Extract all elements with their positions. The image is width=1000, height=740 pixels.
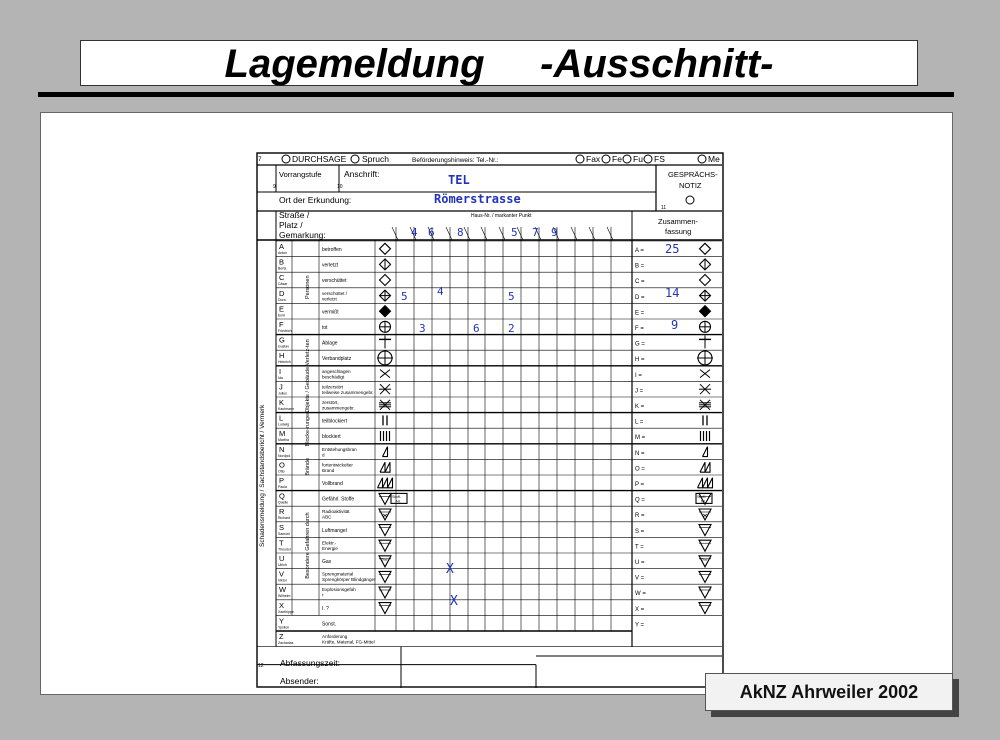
summary-symbol-bars4-icon	[701, 431, 710, 441]
row-desc-r: Radioaktivität	[322, 509, 350, 515]
page-title: Lagemeldung -Ausschnitt-	[224, 42, 774, 86]
footer-credit: AkNZ Ahrweiler 2002	[705, 673, 953, 711]
me-radio-icon[interactable]	[698, 155, 706, 163]
form-symbol-tri-icon-shape	[379, 540, 391, 551]
me-label: Me	[708, 154, 720, 164]
row-letter-s: S	[279, 522, 285, 532]
summary-letter-19: T =	[635, 544, 644, 551]
summary-letter-15: P =	[635, 482, 645, 488]
row-desc-z-2: Kräfte, Material, FG-Mittel	[322, 639, 375, 645]
ort-der-erkundung-label: Ort der Erkundung:	[279, 195, 352, 205]
row-letter-a: A	[279, 242, 285, 251]
form-symbol-tri-icon	[379, 603, 391, 614]
summary-symbol-tri-icon	[699, 540, 711, 551]
summary-symbol-tricross-icon	[699, 509, 711, 520]
hausnr-slash	[589, 227, 595, 240]
summary-symbol-circlecross-icon	[700, 321, 711, 332]
row-letter-q: Q	[279, 491, 285, 501]
summary-value-f: 9	[671, 318, 679, 332]
summary-symbol-tri-icon	[699, 571, 711, 582]
row-desc-d: verschüttet /	[322, 290, 348, 296]
annotation-street: Römerstrasse	[434, 192, 521, 206]
summary-letter-16: Q =	[635, 497, 645, 504]
form-symbol-tri-icon-shape	[379, 525, 391, 536]
title-underline	[38, 92, 954, 97]
row-name-j: Julius	[278, 391, 287, 396]
annotation-row-w-mark: X	[450, 594, 458, 609]
summary-symbol-bigcirclecross-icon	[697, 350, 713, 366]
summary-symbol-diamond-icon	[700, 243, 711, 254]
row-name-a: Anton	[278, 251, 288, 255]
row-desc-b: verletzt	[322, 262, 339, 269]
field-number-12: 12	[258, 663, 264, 669]
annotation-house-number: 7	[532, 226, 539, 239]
group-label-4: Brände	[305, 457, 311, 476]
summary-letter-1: B =	[635, 263, 645, 270]
group-label-0: Personen	[305, 275, 311, 299]
form-symbol-fire3-icon	[378, 478, 393, 488]
fu-label: Fu	[633, 154, 643, 164]
row-desc-v: Sprengmaterial	[322, 571, 354, 577]
row-letter-x: X	[279, 600, 285, 610]
row-letter-l: L	[279, 413, 284, 423]
row-desc-t: Elektr.-	[322, 540, 337, 546]
annotation-house-number: 4	[411, 226, 418, 239]
annotation-house-number: 9	[551, 226, 558, 239]
abfassungszeit-label: Abfassungszeit:	[280, 658, 341, 668]
form-svg	[256, 152, 726, 690]
annotation-row-d-value: 5	[401, 289, 408, 303]
form-symbol-tri-icon	[379, 540, 391, 551]
vorrangstufe-label: Vorrangstufe	[279, 170, 322, 179]
summary-symbol-tri-icon-shape	[699, 525, 711, 536]
summary-symbol-tri-icon-shape	[699, 603, 711, 614]
form-symbol-trigas-icon	[379, 556, 391, 567]
row-name-n: Nordpol	[278, 453, 291, 458]
summary-symbol-xbar2-icon	[699, 400, 711, 410]
row-letter-t: T	[279, 538, 284, 548]
strasse-label: Straße /	[279, 210, 310, 220]
form-symbol-diamond-icon	[380, 275, 391, 286]
row-letter-y: Y	[279, 616, 285, 626]
spruch-radio-icon[interactable]	[351, 155, 359, 163]
row-name-s: Samuel	[278, 531, 290, 536]
summary-symbol-tricross-icon-shape	[699, 509, 711, 520]
summary-letter-18: S =	[635, 528, 645, 535]
annotation-row-f-value: 3	[419, 322, 426, 335]
row-desc-q: Gefährl. Stoffe	[322, 496, 355, 503]
annotation-row-f-value: 2	[508, 322, 515, 335]
row-desc-w: Explosionsgefah	[322, 587, 356, 593]
summary-symbol-diamondcross-icon	[700, 290, 711, 301]
summary-symbol-tri-icon	[699, 603, 711, 614]
row-desc-h: Verbandplatz	[322, 356, 352, 363]
hausnr-label: Haus-Nr. / markanter Punkt	[471, 213, 532, 219]
summary-symbol-fire1-icon-shape	[703, 447, 708, 457]
annotation-house-number: 5	[511, 226, 518, 239]
row-letter-b: B	[279, 257, 285, 267]
row-name-l: Ludwig	[278, 422, 290, 427]
absender-label: Absender:	[280, 676, 319, 686]
hausnr-slash	[392, 227, 398, 240]
row-desc-k: zerstört,	[322, 400, 339, 405]
form-symbol-tri-icon	[379, 571, 391, 582]
platz-label: Platz /	[279, 220, 303, 230]
fe-label: Fe	[612, 154, 622, 164]
summary-letter-23: X =	[635, 606, 645, 613]
fs-radio-icon[interactable]	[644, 155, 652, 163]
form-symbol-xbar2-icon	[379, 400, 391, 410]
row-letter-k: K	[279, 398, 285, 407]
form-symbol-tri-icon-shape	[379, 587, 391, 598]
summary-symbol-tri-icon	[699, 587, 711, 598]
form-symbol-tricross-icon-shape	[379, 509, 391, 520]
row-name-v: Viktor	[278, 578, 287, 583]
annotation-row-u-mark: X	[446, 562, 454, 577]
side-vertical-label: Schadensmeldung / Sachstandsbericht / Vermerk	[259, 404, 266, 547]
summary-letter-10: K =	[635, 404, 645, 410]
form-symbol-diamondfill-icon-shape	[380, 306, 391, 317]
summary-letter-14: O =	[635, 466, 645, 473]
row-desc-n: Entstehungsbran	[322, 446, 357, 452]
fax-label: Fax	[586, 154, 601, 164]
row-letter-z: Z	[279, 632, 284, 641]
form-symbol-fire3-icon-shape	[378, 478, 393, 488]
summary-symbol-fire1-icon	[703, 447, 708, 457]
row-name-u: Ulrich	[278, 563, 287, 567]
form-symbol-fire2-icon-shape	[380, 462, 390, 472]
row-desc-o: fortentwickelter	[322, 462, 353, 468]
notiz-label: NOTIZ	[679, 181, 702, 190]
row-name-d: Dora	[278, 297, 286, 302]
field-number-10: 10	[337, 184, 343, 190]
form-symbol-trigas-icon-gas-label: Gas	[381, 557, 388, 562]
annotation-row-f-value: 6	[473, 322, 480, 335]
form-symbol-tri-icon-shape	[379, 493, 391, 504]
row-letter-d: D	[279, 288, 285, 298]
row-name-o: Otto	[278, 469, 285, 474]
durchsage-radio-icon[interactable]	[282, 155, 290, 163]
befoerderungshinweis-label: Beförderungshinweis: Tel.-Nr.:	[412, 157, 499, 164]
row-name-p: Paula	[278, 485, 287, 489]
lagemeldung-form	[256, 152, 726, 690]
row-desc-i: angeschlagen	[322, 368, 351, 374]
form-symbol-diamond-icon-shape	[380, 275, 391, 286]
row-desc-u: Gas	[322, 559, 332, 565]
gespraechs-label: GESPRÄCHS-	[668, 170, 718, 179]
annotation-house-number: 8	[457, 226, 464, 239]
form-symbol-tri-icon	[379, 525, 391, 536]
hausnr-slash	[499, 227, 505, 240]
summary-letter-22: W =	[635, 591, 646, 598]
row-desc-w-2: r	[322, 592, 324, 598]
row-letter-j: J	[279, 382, 283, 392]
summary-letter-21: V =	[635, 575, 645, 582]
summary-stoff-nr-box-icon-label: Stoff-	[697, 494, 707, 499]
row-letter-e: E	[279, 304, 285, 314]
form-symbol-bars4-icon	[381, 431, 390, 441]
summary-letter-13: N =	[635, 450, 645, 457]
row-name-w: Wilhelm	[278, 594, 291, 599]
row-letter-n: N	[279, 444, 285, 454]
stoff-nr-box-icon-label-2: Nr.	[396, 499, 401, 504]
field-number-9: 9	[273, 184, 276, 190]
field-number-11: 11	[661, 205, 667, 211]
row-letter-c: C	[279, 273, 285, 283]
row-desc-a: betroffen	[322, 247, 342, 253]
summary-symbol-ablage-icon	[699, 335, 711, 348]
row-letter-i: I	[279, 366, 282, 376]
summary-symbol-fire3-icon	[698, 478, 713, 488]
form-symbol-diamondcross-icon	[380, 290, 391, 301]
summary-letter-9: J =	[635, 388, 644, 395]
row-desc-n-2: d	[322, 452, 325, 458]
summary-symbol-fire2-icon	[700, 462, 710, 472]
fu-radio-icon[interactable]	[623, 155, 631, 163]
summary-symbol-diamond-icon-shape	[700, 275, 711, 286]
group-label-3: Blocke-rungen	[305, 410, 311, 447]
form-symbol-circlecross-icon	[380, 321, 391, 332]
summary-letter-4: E =	[635, 310, 645, 317]
summary-symbol-diamond-icon	[700, 275, 711, 286]
summary-symbol-xbar-icon	[699, 384, 711, 394]
summary-symbol-x-icon	[700, 370, 710, 378]
form-number-7: 7	[258, 156, 262, 163]
summary-symbol-fire3-icon-shape	[698, 478, 713, 488]
form-symbol-diamond-icon	[380, 243, 391, 254]
summary-value-d: 14	[665, 286, 680, 300]
group-label-5: Besondere Gefahren durch	[305, 512, 311, 579]
hausnr-slash	[446, 227, 452, 240]
summary-symbol-diamondfill-icon	[700, 306, 711, 317]
form-symbol-bigcirclecross-icon	[377, 350, 393, 366]
row-name-b: Berta	[278, 266, 287, 271]
form-symbol-fire1-icon-shape	[383, 447, 388, 457]
form-symbol-tri-icon	[379, 587, 391, 598]
row-desc-i-2: beschädigt	[322, 374, 345, 380]
summary-symbol-fire2-icon-shape	[700, 462, 710, 472]
row-letter-g: G	[279, 335, 285, 345]
row-desc-x: I. ?	[322, 605, 329, 612]
form-symbol-diamondbar-icon	[380, 259, 391, 270]
summary-letter-5: F =	[635, 326, 644, 332]
form-symbol-tri-icon-shape	[379, 571, 391, 582]
summary-letter-12: M =	[635, 435, 646, 442]
annotation-row-d-value: 4	[437, 284, 444, 298]
form-symbol-diamondfill-icon	[380, 306, 391, 317]
row-desc-g: Ablage	[322, 340, 338, 347]
row-desc-j-2: teilweise zusammengebr.	[322, 389, 374, 395]
summary-symbol-tri-icon-shape	[699, 540, 711, 551]
form-symbol-fire1-icon	[383, 447, 388, 457]
row-desc-c: verschüttet	[322, 278, 347, 285]
row-letter-f: F	[279, 320, 284, 329]
form-symbol-diamond-icon-shape	[380, 243, 391, 254]
row-letter-p: P	[279, 476, 285, 485]
row-desc-t-2: Energie	[322, 545, 338, 551]
summary-symbol-diamond-icon-shape	[700, 243, 711, 254]
row-name-g: Gustav	[278, 344, 290, 349]
stoff-nr-box-icon	[391, 493, 407, 503]
summary-symbol-diamondbar-icon	[700, 259, 711, 270]
form-symbol-bars2-icon	[383, 415, 387, 425]
row-desc-f: tot	[322, 325, 328, 331]
summary-letter-11: L =	[635, 419, 644, 426]
row-letter-r: R	[279, 507, 285, 517]
hausnr-slash	[571, 227, 577, 240]
form-symbol-fire2-icon	[380, 462, 390, 472]
summary-letter-6: G =	[635, 341, 645, 348]
row-letter-v: V	[279, 569, 285, 579]
row-desc-o-2: Brand	[322, 467, 335, 473]
form-symbol-xbar-icon	[379, 384, 391, 394]
summary-symbol-diamondfill-icon-shape	[700, 306, 711, 317]
row-name-q: Quelle	[278, 500, 289, 505]
summary-symbol-tri-icon-shape	[699, 587, 711, 598]
stoff-nr-box-icon-label: Stoff-	[392, 494, 402, 499]
hausnr-slash	[481, 227, 487, 240]
form-symbol-ablage-icon	[379, 335, 391, 348]
summary-letter-24: Y =	[635, 622, 645, 629]
row-name-y: Ypsilon	[278, 625, 290, 630]
summary-letter-3: D =	[635, 294, 645, 301]
summary-letter-2: C =	[635, 279, 645, 286]
summary-letter-7: H =	[635, 357, 645, 364]
spruch-label: Spruch	[362, 154, 389, 164]
form-symbol-tricross-icon	[379, 509, 391, 520]
row-desc-d-2: verletzt	[322, 296, 337, 302]
annotation-house-number: 6	[428, 226, 435, 239]
row-desc-r-2: ABC	[322, 514, 332, 520]
summary-symbol-bars2-icon	[703, 415, 707, 425]
summary-stoff-nr-box-icon-label-2: Nr.	[701, 499, 706, 504]
summary-letter-17: R =	[635, 513, 645, 520]
row-name-z: Zacharias	[278, 641, 294, 645]
fassung-label: fassung	[665, 227, 692, 236]
annotation-row-d-value: 5	[508, 289, 515, 303]
form-symbol-tri-icon	[379, 493, 391, 504]
row-name-t: Theodor	[278, 547, 292, 552]
durchsage-label: DURCHSAGE	[292, 154, 347, 164]
row-letter-o: O	[279, 460, 285, 470]
row-desc-v-2: Sprengkörper Blindgänger	[322, 577, 376, 583]
row-desc-s: Luftmangel	[322, 527, 347, 534]
summary-value-a: 25	[665, 242, 680, 256]
group-label-1: Verletz-ten	[305, 339, 311, 366]
anschrift-label: Anschrift:	[344, 169, 380, 179]
summary-symbol-tri-icon	[699, 525, 711, 536]
row-desc-m: blockiert	[322, 434, 341, 441]
row-desc-j: teilzerstört	[322, 384, 344, 390]
row-name-m: Martha	[278, 438, 289, 443]
row-letter-h: H	[279, 351, 285, 361]
hausnr-slash	[517, 227, 523, 240]
gemarkung-label: Gemarkung:	[279, 230, 326, 240]
group-label-2: Objekte / Gebäude	[305, 366, 311, 413]
annotation-tel: TEL	[448, 173, 470, 187]
form-symbol-x-icon	[380, 370, 390, 378]
row-desc-e: vermißt	[322, 309, 339, 316]
summary-symbol-tri-icon-shape	[699, 571, 711, 582]
fe-radio-icon[interactable]	[602, 155, 610, 163]
row-name-i: Ida	[278, 375, 283, 380]
hausnr-slash	[464, 227, 470, 240]
fs-label: FS	[654, 154, 665, 164]
summary-symbol-trigas-icon-gas-label: Gas	[701, 557, 708, 562]
summary-letter-0: A =	[635, 248, 644, 254]
zusammen-label: Zusammen-	[658, 217, 699, 226]
row-desc-y: Sonst.	[322, 621, 337, 628]
row-letter-u: U	[279, 554, 285, 563]
row-name-k: Kaufmann	[278, 407, 294, 411]
summary-letter-8: I =	[635, 372, 642, 379]
row-name-c: Cäsar	[278, 282, 288, 287]
row-name-e: Emil	[278, 313, 285, 318]
summary-symbol-trigas-icon	[699, 556, 711, 567]
row-name-x: Xanthippe	[278, 609, 294, 614]
fax-radio-icon[interactable]	[576, 155, 584, 163]
row-letter-w: W	[279, 585, 287, 595]
row-name-h: Heinrich	[278, 360, 291, 365]
row-desc-z: Anforderung	[322, 634, 348, 639]
row-name-r: Richard	[278, 516, 291, 521]
hausnr-slash	[607, 227, 613, 240]
row-desc-p: Vollbrand	[322, 481, 343, 487]
form-symbol-tri-icon-shape	[379, 603, 391, 614]
summary-letter-20: U =	[635, 560, 645, 566]
row-letter-m: M	[279, 429, 286, 439]
row-desc-k-2: zusammengebr.	[322, 405, 355, 411]
row-desc-l: teilblockiert	[322, 418, 348, 425]
row-name-f: Friedrich	[278, 329, 292, 333]
notiz-radio-icon[interactable]	[686, 196, 694, 204]
